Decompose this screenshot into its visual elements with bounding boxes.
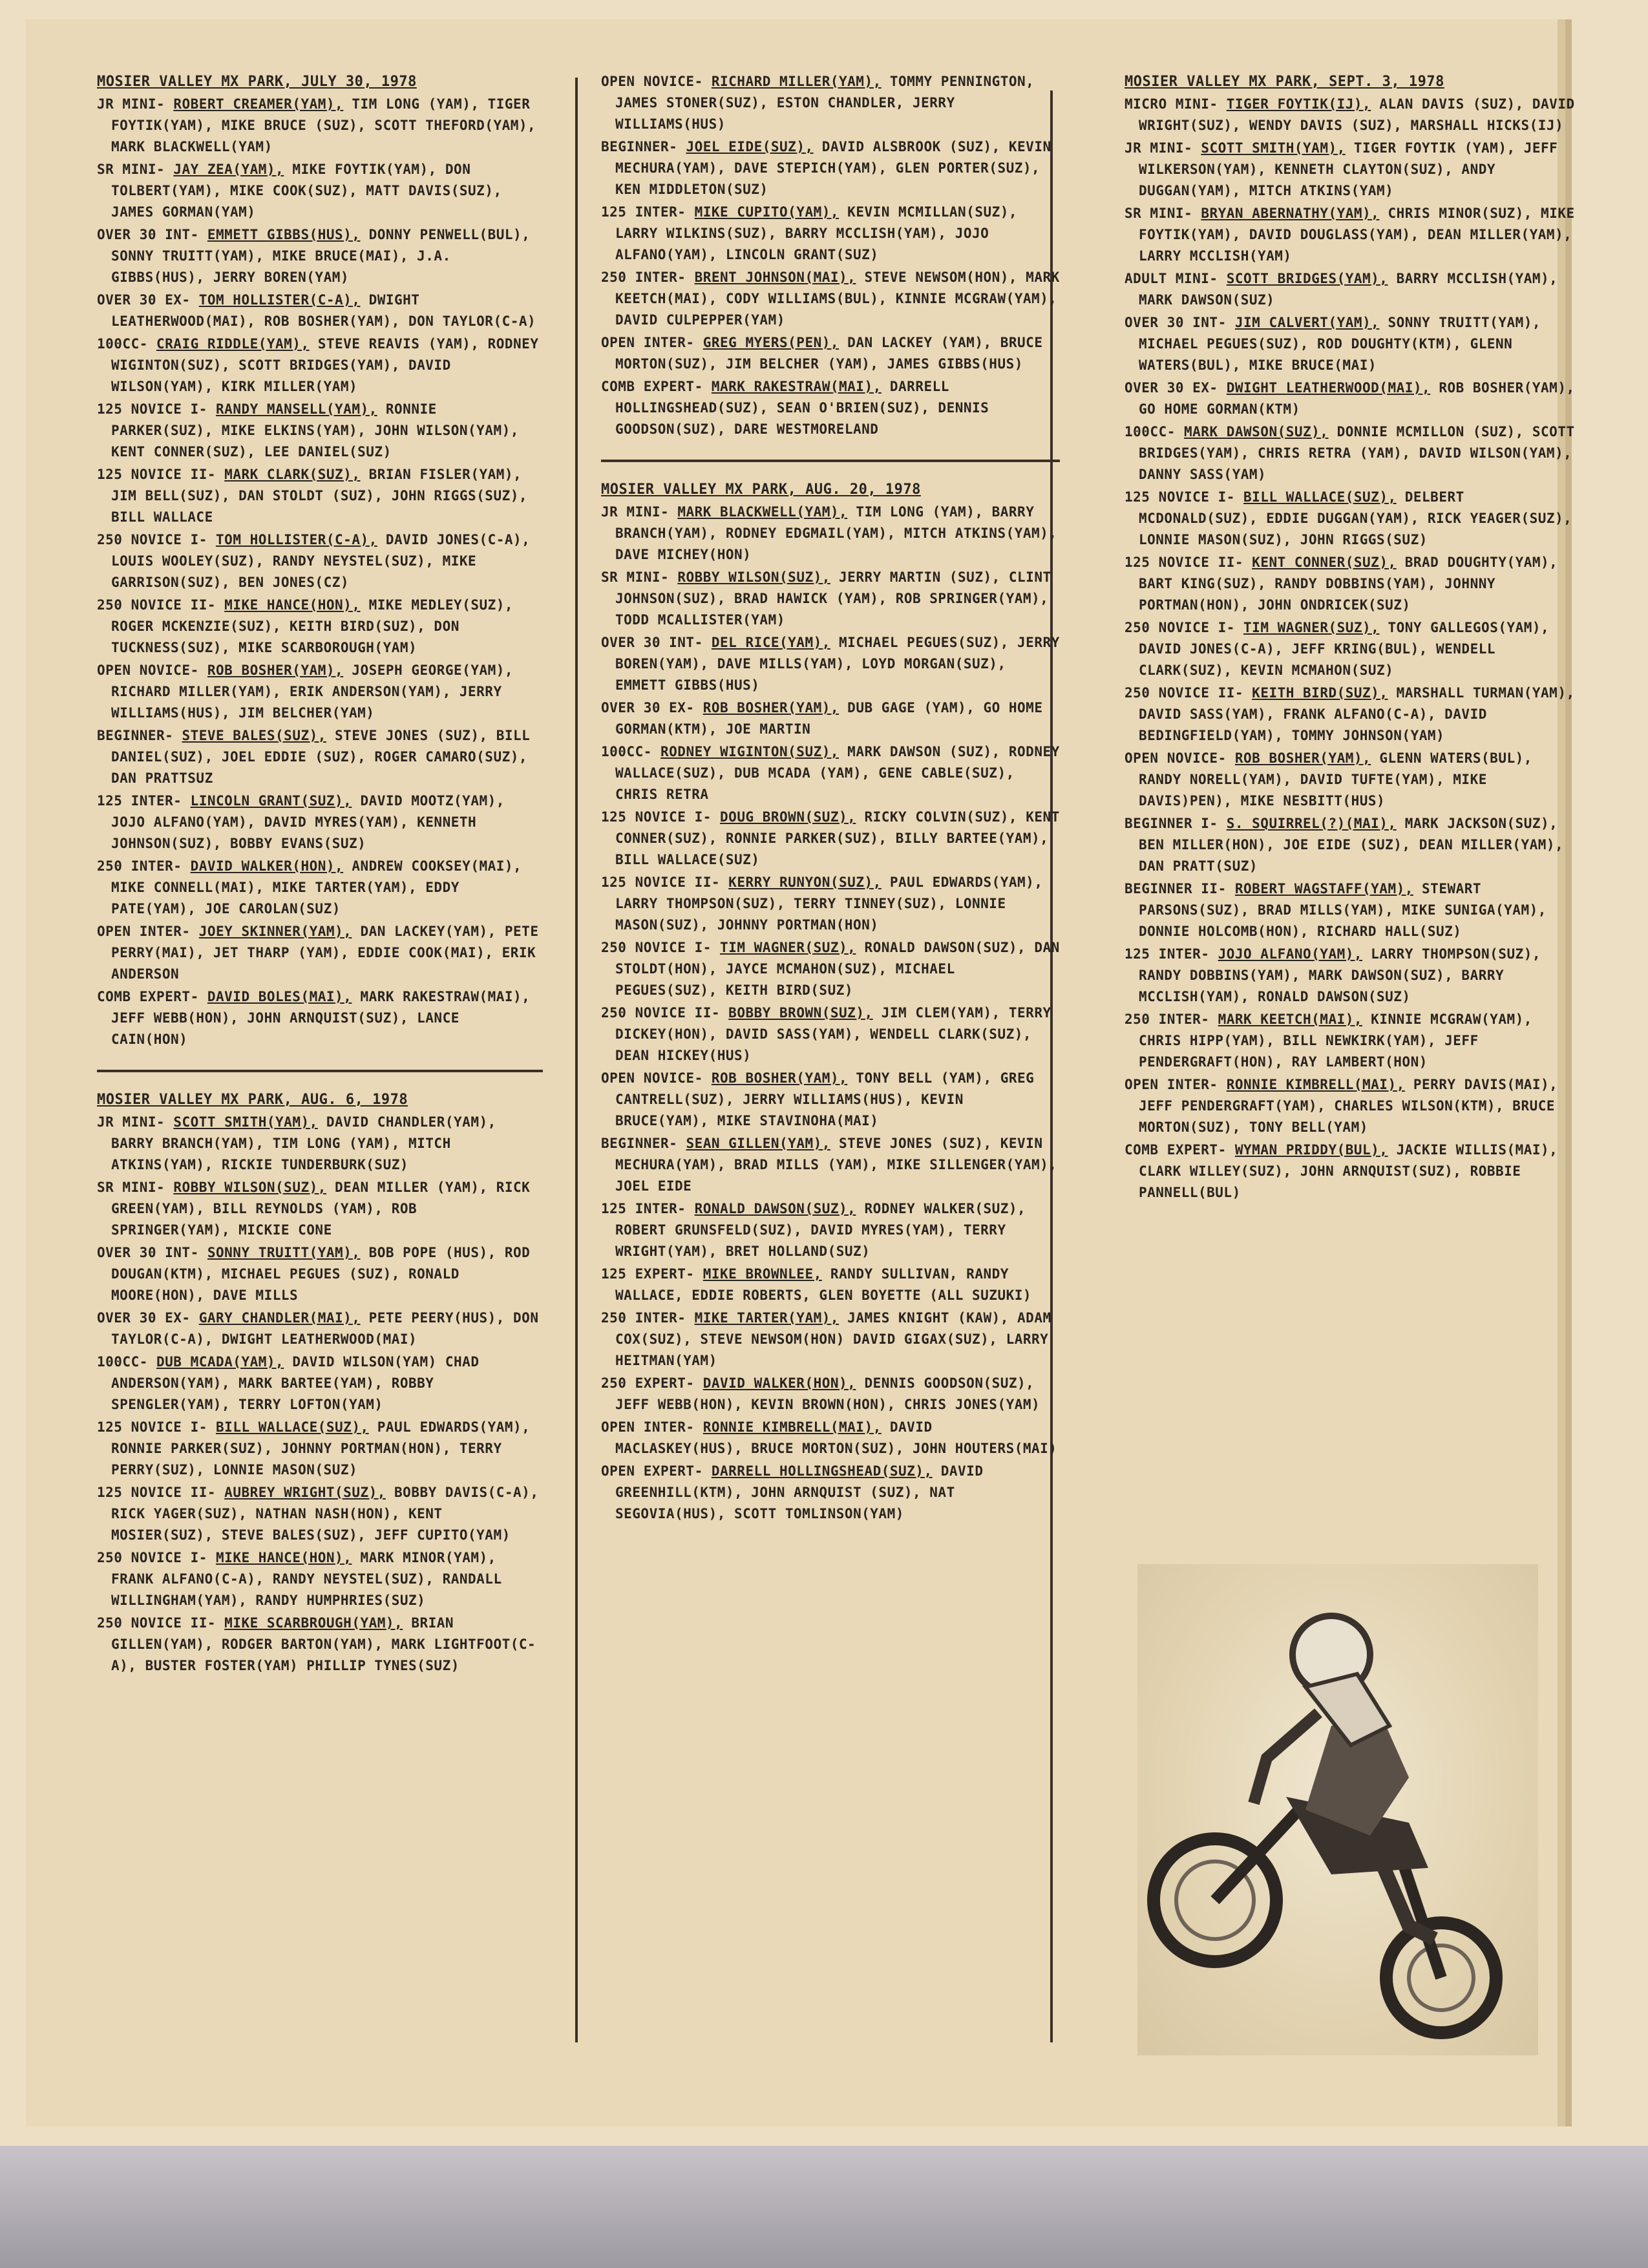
placings: DEAN MILLER (YAM), RICK GREEN(YAM), BILL REYNOLDS (YAM), ROB SPRINGER(YAM), MICKIE CONE	[111, 1180, 531, 1238]
result-entry	[1125, 944, 1577, 1008]
result-entry	[601, 1133, 1060, 1197]
placings: GLENN WATERS(BUL), RANDY NORELL(YAM), DAVID TUFTE(YAM), MIKE DAVIS)PEN), MIKE NESBITT(HUS)	[1139, 750, 1532, 809]
result-entry	[97, 1112, 543, 1176]
column-1	[97, 71, 543, 1678]
result-entry	[1125, 377, 1577, 420]
result-entry	[1125, 813, 1577, 877]
result-entry	[601, 136, 1060, 200]
placings: MICHAEL PEGUES(SUZ), JERRY BOREN(YAM), DAVE MILLS(YAM), LOYD MORGAN(SUZ), EMMETT GIBBS(HUS)	[615, 635, 1060, 693]
class-label: 125 INTER-	[1125, 946, 1210, 962]
result-entry	[1125, 138, 1577, 202]
column-3	[1125, 71, 1577, 1205]
result-entry	[601, 1308, 1060, 1372]
class-label: OVER 30 INT-	[1125, 315, 1227, 330]
winner-name: KERRY RUNYON(SUZ),	[728, 874, 882, 890]
placings: MARSHALL TURMAN(YAM), DAVID SASS(YAM), FRANK ALFANO(C-A), DAVID BEDINGFIELD(YAM), TOMMY JOHNSON(YAM)	[1139, 685, 1575, 743]
result-entry	[601, 567, 1060, 631]
placings: STEVE JONES (SUZ), KEVIN MECHURA(YAM), BRAD MILLS (YAM), MIKE SILLENGER(YAM), JOEL EIDE	[615, 1136, 1057, 1194]
winner-name: WYMAN PRIDDY(BUL),	[1234, 1142, 1388, 1158]
placings: BOBBY DAVIS(C-A), RICK YAGER(SUZ), NATHAN NASH(HON), KENT MOSIER(SUZ), STEVE BALES(SUZ), JEFF CUPITO(YAM)	[111, 1485, 539, 1543]
winner-name: RONNIE KIMBRELL(MAI),	[1226, 1077, 1405, 1092]
placings: ALAN DAVIS (SUZ), DAVID WRIGHT(SUZ), WENDY DAVIS (SUZ), MARSHALL HICKS(IJ)	[1139, 96, 1575, 133]
winner-name: TIM WAGNER(SUZ),	[720, 940, 856, 955]
result-entry	[97, 921, 543, 985]
result-entry	[97, 986, 543, 1050]
class-label: 250 INTER-	[601, 1310, 686, 1326]
placings: BRIAN FISLER(YAM), JIM BELL(SUZ), DAN STOLDT (SUZ), JOHN RIGGS(SUZ), BILL WALLACE	[111, 467, 528, 525]
result-entry	[601, 502, 1060, 566]
winner-name: ROB BOSHER(YAM),	[1234, 750, 1371, 766]
magazine-page	[26, 19, 1575, 2126]
winner-name: DUB MCADA(YAM),	[156, 1354, 284, 1370]
placings: STEVE REAVIS (YAM), RODNEY WIGINTON(SUZ), SCOTT BRIDGES(YAM), DAVID WILSON(YAM), KIRK MILLER(YAM)	[111, 336, 539, 394]
winner-name: KEITH BIRD(SUZ),	[1252, 685, 1388, 701]
class-label: JR MINI-	[1125, 140, 1193, 156]
winner-name: SONNY TRUITT(YAM),	[207, 1245, 361, 1260]
class-label: SR MINI-	[1125, 206, 1193, 221]
class-label: BEGINNER-	[601, 1136, 678, 1151]
placings: MARK JACKSON(SUZ), BEN MILLER(HON), JOE EIDE (SUZ), DEAN MILLER(YAM), DAN PRATT(SUZ)	[1139, 816, 1564, 874]
race-heading: MOSIER VALLEY MX PARK, JULY 30, 1978	[97, 74, 417, 90]
winner-name: DAVID WALKER(HON),	[703, 1375, 856, 1391]
class-label: 100CC-	[97, 1354, 148, 1370]
placings: DARRELL HOLLINGSHEAD(SUZ), SEAN O'BRIEN(SUZ), DENNIS GOODSON(SUZ), DARE WESTMORELAND	[615, 379, 989, 437]
result-entry	[97, 464, 543, 528]
placings: JERRY MARTIN (SUZ), CLINT JOHNSON(SUZ), BRAD HAWICK (YAM), ROB SPRINGER(YAM), TODD MCALLISTER(YAM)	[615, 569, 1051, 628]
class-label: 125 NOVICE I-	[1125, 489, 1235, 505]
result-entry	[97, 224, 543, 288]
winner-name: RICHARD MILLER(YAM),	[711, 74, 882, 89]
winner-name: MIKE HANCE(HON),	[216, 1550, 352, 1565]
class-label: OPEN NOVICE-	[97, 662, 199, 678]
class-label: OPEN INTER-	[601, 335, 695, 350]
placings: RONNIE PARKER(SUZ), MIKE ELKINS(YAM), JOHN WILSON(YAM), KENT CONNER(SUZ), LEE DANIEL(SUZ)	[111, 401, 519, 460]
class-label: OVER 30 EX-	[601, 700, 695, 715]
winner-name: BOBBY BROWN(SUZ),	[728, 1005, 873, 1021]
winner-name: BRYAN ABERNATHY(YAM),	[1201, 206, 1380, 221]
winner-name: SCOTT BRIDGES(YAM),	[1226, 271, 1388, 286]
placings: ANDREW COOKSEY(MAI), MIKE CONNELL(MAI), MIKE TARTER(YAM), EDDY PATE(YAM), JOE CAROLAN(SUZ)	[111, 858, 522, 917]
placings: PERRY DAVIS(MAI), JEFF PENDERGRAFT(YAM), CHARLES WILSON(KTM), BRUCE MORTON(SUZ), TONY BELL(YAM)	[1139, 1077, 1558, 1135]
placings: JAMES KNIGHT (KAW), ADAM COX(SUZ), STEVE NEWSOM(HON) DAVID GIGAX(SUZ), LARRY HEITMAN(YAM)	[615, 1310, 1051, 1368]
result-entry	[601, 1198, 1060, 1262]
class-label: OVER 30 INT-	[97, 1245, 199, 1260]
placings: DUB GAGE (YAM), GO HOME GORMAN(KTM), JOE MARTIN	[615, 700, 1043, 737]
class-label: 250 NOVICE II-	[97, 597, 217, 613]
result-entry	[601, 1264, 1060, 1306]
result-entry	[1125, 878, 1577, 942]
class-label: 250 INTER-	[97, 858, 182, 874]
winner-name: S. SQUIRREL(?)(MAI),	[1226, 816, 1397, 831]
class-label: 125 NOVICE II-	[97, 1485, 217, 1500]
result-entry	[97, 290, 543, 332]
placings: DWIGHT LEATHERWOOD(MAI), ROB BOSHER(YAM), DON TAYLOR(C-A)	[111, 292, 536, 329]
class-label: OVER 30 EX-	[97, 1310, 191, 1326]
winner-name: MARK DAWSON(SUZ),	[1184, 424, 1329, 440]
winner-name: RONNIE KIMBRELL(MAI),	[703, 1419, 882, 1435]
class-label: 250 NOVICE I-	[97, 1550, 207, 1565]
column-2	[601, 71, 1060, 1526]
placings: BARRY MCCLISH(YAM), MARK DAWSON(SUZ)	[1139, 271, 1558, 308]
placings: DONNY PENWELL(BUL), SONNY TRUITT(YAM), MIKE BRUCE(MAI), J.A. GIBBS(HUS), JERRY BOREN(YAM)	[111, 227, 531, 285]
winner-name: ROB BOSHER(YAM),	[711, 1070, 848, 1086]
class-label: OPEN NOVICE-	[601, 1070, 703, 1086]
class-label: COMB EXPERT-	[1125, 1142, 1227, 1158]
section-divider	[97, 1070, 543, 1072]
placings: JOSEPH GEORGE(YAM), RICHARD MILLER(YAM), ERIK ANDERSON(YAM), JERRY WILLIAMS(HUS), JIM BELCHER(YAM)	[111, 662, 514, 721]
result-entry	[1125, 1139, 1577, 1203]
class-label: COMB EXPERT-	[601, 379, 703, 394]
placings: DAVID ALSBROOK (SUZ), KEVIN MECHURA(YAM), DAVE STEPICH(YAM), GLEN PORTER(SUZ), KEN MIDDLETON(SUZ)	[615, 139, 1051, 197]
race-heading: MOSIER VALLEY MX PARK, SEPT. 3, 1978	[1125, 74, 1444, 90]
winner-name: TOM HOLLISTER(C-A),	[198, 292, 361, 308]
class-label: SR MINI-	[601, 569, 670, 585]
result-entry	[97, 1482, 543, 1546]
class-label: 125 INTER-	[601, 1201, 686, 1216]
result-entry	[601, 697, 1060, 740]
class-label: 100CC-	[601, 744, 652, 759]
placings: DAVID WILSON(YAM) CHAD ANDERSON(YAM), MARK BARTEE(YAM), ROBBY SPENGLER(YAM), TERRY LOFTON(YAM)	[111, 1354, 480, 1412]
placings: KEVIN MCMILLAN(SUZ), LARRY WILKINS(SUZ), BARRY MCCLISH(YAM), JOJO ALFANO(YAM), LINCOLN GRANT(SUZ)	[615, 204, 1018, 262]
winner-name: DOUG BROWN(SUZ),	[720, 809, 856, 825]
result-entry	[1125, 683, 1577, 747]
winner-name: JOJO ALFANO(YAM),	[1218, 946, 1363, 962]
winner-name: MARK KEETCH(MAI),	[1218, 1012, 1363, 1027]
winner-name: STEVE BALES(SUZ),	[182, 728, 326, 743]
result-entry	[97, 1242, 543, 1306]
result-entry	[97, 1351, 543, 1415]
result-entry	[97, 334, 543, 397]
class-label: 125 NOVICE I-	[97, 401, 207, 417]
placings: DONNIE MCMILLON (SUZ), SCOTT BRIDGES(YAM), CHRIS RETRA (YAM), DAVID WILSON(YAM), DANNY SASS(YAM)	[1139, 424, 1575, 482]
result-entry	[601, 71, 1060, 135]
winner-name: RODNEY WIGINTON(SUZ),	[660, 744, 840, 759]
class-label: 250 NOVICE II-	[1125, 685, 1244, 701]
result-entry	[1125, 552, 1577, 616]
winner-name: MIKE CUPITO(YAM),	[694, 204, 840, 220]
winner-name: ROB BOSHER(YAM),	[207, 662, 344, 678]
class-label: 250 NOVICE II-	[601, 1005, 721, 1021]
scanner-background	[0, 2146, 1648, 2268]
placings: RONALD DAWSON(SUZ), DAN STOLDT(HON), JAYCE MCMAHON(SUZ), MICHAEL PEGUES(SUZ), KEITH BIRD(SUZ)	[615, 940, 1060, 998]
class-label: OPEN NOVICE-	[1125, 750, 1227, 766]
placings: DELBERT MCDONALD(SUZ), EDDIE DUGGAN(YAM), RICK YEAGER(SUZ), LONNIE MASON(SUZ), JOHN RIGGS(SUZ)	[1139, 489, 1572, 547]
result-entry	[97, 399, 543, 463]
placings: SONNY TRUITT(YAM), MICHAEL PEGUES(SUZ), ROD DOUGHTY(KTM), GLENN WATERS(BUL), MIKE BRUCE(MAI)	[1139, 315, 1541, 373]
winner-name: JOEY SKINNER(YAM),	[198, 924, 352, 939]
class-label: OVER 30 EX-	[1125, 380, 1218, 396]
winner-name: SCOTT SMITH(YAM),	[173, 1114, 318, 1130]
class-label: 125 NOVICE II-	[601, 874, 721, 890]
placings: JIM CLEM(YAM), TERRY DICKEY(HON), DAVID SASS(YAM), WENDELL CLARK(SUZ), DEAN HICKEY(HUS)	[615, 1005, 1051, 1063]
class-label: JR MINI-	[601, 504, 670, 520]
result-entry	[1125, 1009, 1577, 1073]
result-entry	[1125, 617, 1577, 681]
placings: PAUL EDWARDS(YAM), LARRY THOMPSON(SUZ), TERRY TINNEY(SUZ), LONNIE MASON(SUZ), JOHNNY PORTMAN(HON)	[615, 874, 1043, 933]
race-heading: MOSIER VALLEY MX PARK, AUG. 6, 1978	[97, 1092, 408, 1108]
result-entry	[97, 660, 543, 724]
placings: TONY BELL (YAM), GREG CANTRELL(SUZ), JERRY WILLIAMS(HUS), KEVIN BRUCE(YAM), MIKE STAVINOHA(MAI)	[615, 1070, 1035, 1129]
result-entry	[97, 529, 543, 593]
winner-name: SEAN GILLEN(YAM),	[686, 1136, 830, 1151]
winner-name: MARK BLACKWELL(YAM),	[677, 504, 848, 520]
placings: DAVID CHANDLER(YAM), BARRY BRANCH(YAM), TIM LONG (YAM), MITCH ATKINS(YAM), RICKIE TUNDERBURK(SUZ)	[111, 1114, 496, 1172]
winner-name: MIKE SCARBROUGH(YAM),	[224, 1615, 403, 1631]
class-label: 125 INTER-	[97, 793, 182, 809]
class-label: COMB EXPERT-	[97, 989, 199, 1004]
class-label: 250 INTER-	[1125, 1012, 1210, 1027]
placings: ROB BOSHER(YAM), GO HOME GORMAN(KTM)	[1139, 380, 1575, 417]
placings: DAVID MACLASKEY(HUS), BRUCE MORTON(SUZ), JOHN HOUTERS(MAI)	[615, 1419, 1057, 1456]
result-entry	[97, 856, 543, 920]
result-entry	[601, 1373, 1060, 1415]
result-entry	[601, 807, 1060, 871]
winner-name: DAVID WALKER(HON),	[190, 858, 344, 874]
result-entry	[601, 1417, 1060, 1459]
winner-name: RONALD DAWSON(SUZ),	[694, 1201, 856, 1216]
column-divider-1	[575, 78, 578, 2042]
class-label: OVER 30 INT-	[601, 635, 703, 650]
placings: DAN LACKEY(YAM), PETE PERRY(MAI), JET THARP (YAM), EDDIE COOK(MAI), ERIK ANDERSON	[111, 924, 539, 982]
winner-name: TIGER FOYTIK(IJ),	[1226, 96, 1371, 112]
class-label: OPEN INTER-	[601, 1419, 695, 1435]
winner-name: KENT CONNER(SUZ),	[1252, 555, 1397, 570]
result-entry	[601, 741, 1060, 805]
winner-name: GARY CHANDLER(MAI),	[198, 1310, 361, 1326]
winner-name: MARK CLARK(SUZ),	[224, 467, 361, 482]
placings: BRAD DOUGHTY(YAM), BART KING(SUZ), RANDY DOBBINS(YAM), JOHNNY PORTMAN(HON), JOHN ONDRICEK(SUZ)	[1139, 555, 1558, 613]
result-entry	[97, 1417, 543, 1481]
winner-name: GREG MYERS(PEN),	[703, 335, 840, 350]
class-label: JR MINI-	[97, 96, 165, 112]
result-entry	[601, 376, 1060, 440]
class-label: 250 NOVICE I-	[601, 940, 712, 955]
placings: TIM LONG (YAM), BARRY BRANCH(YAM), RODNEY EDGMAIL(YAM), MITCH ATKINS(YAM), DAVE MICHEY(HON)	[615, 504, 1057, 562]
result-entry	[601, 872, 1060, 936]
class-label: OPEN INTER-	[1125, 1077, 1218, 1092]
winner-name: LINCOLN GRANT(SUZ),	[190, 793, 352, 809]
class-label: BEGINNER-	[97, 728, 174, 743]
winner-name: DAVID BOLES(MAI),	[207, 989, 352, 1004]
result-entry	[601, 1068, 1060, 1132]
winner-name: JIM CALVERT(YAM),	[1234, 315, 1380, 330]
placings: CHRIS MINOR(SUZ), MIKE FOYTIK(YAM), DAVID DOUGLASS(YAM), DEAN MILLER(YAM), LARRY MCCLISH(YAM)	[1139, 206, 1575, 264]
result-entry	[1125, 487, 1577, 551]
result-entry	[97, 1547, 543, 1611]
race-heading: MOSIER VALLEY MX PARK, AUG. 20, 1978	[601, 482, 921, 498]
winner-name: MIKE BROWNLEE,	[703, 1266, 822, 1282]
placings: BOB POPE (HUS), ROD DOUGAN(KTM), MICHAEL PEGUES (SUZ), RONALD MOORE(HON), DAVE MILLS	[111, 1245, 531, 1303]
class-label: OPEN EXPERT-	[601, 1463, 703, 1479]
result-entry	[1125, 268, 1577, 311]
class-label: 125 NOVICE II-	[1125, 555, 1244, 570]
placings: PAUL EDWARDS(YAM), RONNIE PARKER(SUZ), JOHNNY PORTMAN(HON), TERRY PERRY(SUZ), LONNIE MASON(SUZ)	[111, 1419, 531, 1478]
placings: TONY GALLEGOS(YAM), DAVID JONES(C-A), JEFF KRING(BUL), WENDELL CLARK(SUZ), KEVIN MCMAHON(SUZ)	[1139, 620, 1550, 678]
winner-name: ROB BOSHER(YAM),	[703, 700, 840, 715]
winner-name: BILL WALLACE(SUZ),	[1243, 489, 1397, 505]
winner-name: TOM HOLLISTER(C-A),	[216, 532, 377, 547]
placings: RODNEY WALKER(SUZ), ROBERT GRUNSFELD(SUZ), DAVID MYRES(YAM), TERRY WRIGHT(YAM), BRET HOLLAND(SUZ)	[615, 1201, 1026, 1259]
placings: STEVE NEWSOM(HON), MARK KEETCH(MAI), CODY WILLIAMS(BUL), KINNIE MCGRAW(YAM), DAVID CULPEPPER(YAM)	[615, 270, 1060, 328]
placings: BRIAN GILLEN(YAM), RODGER BARTON(YAM), MARK LIGHTFOOT(C-A), BUSTER FOSTER(YAM) PHILLIP TYNES(SUZ)	[111, 1615, 536, 1673]
class-label: 125 NOVICE I-	[601, 809, 712, 825]
placings: TIM LONG (YAM), TIGER FOYTIK(YAM), MIKE BRUCE (SUZ), SCOTT THEFORD(YAM), MARK BLACKWELL(YAM)	[111, 96, 536, 154]
result-entry	[97, 94, 543, 158]
placings: RANDY SULLIVAN, RANDY WALLACE, EDDIE ROBERTS, GLEN BOYETTE (ALL SUZUKI)	[615, 1266, 1032, 1303]
winner-name: DWIGHT LEATHERWOOD(MAI),	[1226, 380, 1431, 396]
result-entry	[601, 1002, 1060, 1066]
class-label: 250 EXPERT-	[601, 1375, 695, 1391]
result-entry	[1125, 1074, 1577, 1138]
winner-name: JAY ZEA(YAM),	[173, 162, 284, 177]
class-label: OPEN NOVICE-	[601, 74, 703, 89]
winner-name: MARK RAKESTRAW(MAI),	[711, 379, 882, 394]
winner-name: MIKE HANCE(HON),	[224, 597, 361, 613]
winner-name: JOEL EIDE(SUZ),	[686, 139, 814, 154]
result-entry	[97, 1177, 543, 1241]
placings: RICKY COLVIN(SUZ), KENT CONNER(SUZ), RONNIE PARKER(SUZ), BILLY BARTEE(YAM), BILL WALLACE(SUZ)	[615, 809, 1060, 867]
result-entry	[601, 632, 1060, 696]
result-entry	[97, 159, 543, 223]
placings: MARK RAKESTRAW(MAI), JEFF WEBB(HON), JOHN ARNQUIST(SUZ), LANCE CAIN(HON)	[111, 989, 531, 1047]
winner-name: BRENT JOHNSON(MAI),	[694, 270, 856, 285]
winner-name: ROBERT WAGSTAFF(YAM),	[1234, 881, 1413, 896]
class-label: OPEN INTER-	[97, 924, 191, 939]
class-label: 125 EXPERT-	[601, 1266, 695, 1282]
result-entry	[97, 595, 543, 659]
placings: DENNIS GOODSON(SUZ), JEFF WEBB(HON), KEVIN BROWN(HON), CHRIS JONES(YAM)	[615, 1375, 1041, 1412]
placings: STEVE JONES (SUZ), BILL DANIEL(SUZ), JOEL EDDIE (SUZ), ROGER CAMARO(SUZ), DAN PRATTSUZ	[111, 728, 531, 786]
result-entry	[601, 332, 1060, 375]
winner-name: RANDY MANSELL(YAM),	[216, 401, 377, 417]
class-label: BEGINNER I-	[1125, 816, 1218, 831]
placings: MARK DAWSON (SUZ), RODNEY WALLACE(SUZ), DUB MCADA (YAM), GENE CABLE(SUZ), CHRIS RETRA	[615, 744, 1060, 802]
winner-name: EMMETT GIBBS(HUS),	[207, 227, 361, 242]
class-label: 125 INTER-	[601, 204, 686, 220]
winner-name: DEL RICE(YAM),	[711, 635, 830, 650]
class-label: MICRO MINI-	[1125, 96, 1218, 112]
winner-name: CRAIG RIDDLE(YAM),	[156, 336, 310, 352]
placings: TIGER FOYTIK (YAM), JEFF WILKERSON(YAM), KENNETH CLAYTON(SUZ), ANDY DUGGAN(YAM), MITCH ATKINS(YAM)	[1139, 140, 1558, 198]
winner-name: TIM WAGNER(SUZ),	[1243, 620, 1380, 635]
result-entry	[1125, 748, 1577, 812]
class-label: 125 NOVICE I-	[97, 1419, 207, 1435]
class-label: 125 NOVICE II-	[97, 467, 217, 482]
class-label: 250 NOVICE I-	[1125, 620, 1235, 635]
winner-name: DARRELL HOLLINGSHEAD(SUZ),	[711, 1463, 933, 1479]
placings: PETE PEERY(HUS), DON TAYLOR(C-A), DWIGHT LEATHERWOOD(MAI)	[111, 1310, 539, 1347]
placings: DAVID JONES(C-A), LOUIS WOOLEY(SUZ), RANDY NEYSTEL(SUZ), MIKE GARRISON(SUZ), BEN JONES(CZ)	[111, 532, 531, 590]
placings: STEWART PARSONS(SUZ), BRAD MILLS(YAM), MIKE SUNIGA(YAM), DONNIE HOLCOMB(HON), RICHARD HALL(SUZ)	[1139, 881, 1547, 939]
result-entry	[97, 790, 543, 854]
placings: LARRY THOMPSON(SUZ), RANDY DOBBINS(YAM), MARK DAWSON(SUZ), BARRY MCCLISH(YAM), RONALD DAWSON(SUZ)	[1139, 946, 1541, 1004]
placings: MARK MINOR(YAM), FRANK ALFANO(C-A), RANDY NEYSTEL(SUZ), RANDALL WILLINGHAM(YAM), RANDY HUMPHRIES(SUZ)	[111, 1550, 502, 1608]
winner-name: ROBBY WILSON(SUZ),	[677, 569, 830, 585]
class-label: 250 NOVICE I-	[97, 532, 207, 547]
result-entry	[97, 1308, 543, 1350]
winner-name: BILL WALLACE(SUZ),	[216, 1419, 369, 1435]
result-entry	[601, 937, 1060, 1001]
result-entry	[601, 1461, 1060, 1525]
placings: JACKIE WILLIS(MAI), CLARK WILLEY(SUZ), JOHN ARNQUIST(SUZ), ROBBIE PANNELL(BUL)	[1139, 1142, 1558, 1200]
placings: TOMMY PENNINGTON, JAMES STONER(SUZ), ESTON CHANDLER, JERRY WILLIAMS(HUS)	[615, 74, 1035, 132]
motocross-rider-icon	[1137, 1564, 1538, 2055]
class-label: OVER 30 EX-	[97, 292, 191, 308]
result-entry	[97, 725, 543, 789]
class-label: 100CC-	[97, 336, 148, 352]
class-label: 100CC-	[1125, 424, 1176, 440]
class-label: ADULT MINI-	[1125, 271, 1218, 286]
class-label: SR MINI-	[97, 162, 165, 177]
winner-name: MIKE TARTER(YAM),	[694, 1310, 840, 1326]
placings: MIKE MEDLEY(SUZ), ROGER MCKENZIE(SUZ), KEITH BIRD(SUZ), DON TUCKNESS(SUZ), MIKE SCARBOROUGH(YAM)	[111, 597, 514, 655]
result-entry	[97, 1613, 543, 1677]
section-divider	[601, 460, 1060, 462]
result-entry	[1125, 421, 1577, 485]
placings: MIKE FOYTIK(YAM), DON TOLBERT(YAM), MIKE COOK(SUZ), MATT DAVIS(SUZ), JAMES GORMAN(YAM)	[111, 162, 502, 220]
class-label: 250 INTER-	[601, 270, 686, 285]
result-entry	[601, 267, 1060, 331]
placings: DAVID MOOTZ(YAM), JOJO ALFANO(YAM), DAVID MYRES(YAM), KENNETH JOHNSON(SUZ), BOBBY EVANS(SUZ)	[111, 793, 505, 851]
class-label: OVER 30 INT-	[97, 227, 199, 242]
placings: KINNIE MCGRAW(YAM), CHRIS HIPP(YAM), BILL NEWKIRK(YAM), JEFF PENDERGRAFT(HON), RAY LAMBERT(HON)	[1139, 1012, 1532, 1070]
winner-name: ROBBY WILSON(SUZ),	[173, 1180, 326, 1195]
class-label: BEGINNER II-	[1125, 881, 1227, 896]
placings: DAN LACKEY (YAM), BRUCE MORTON(SUZ), JIM BELCHER (YAM), JAMES GIBBS(HUS)	[615, 335, 1043, 372]
class-label: BEGINNER-	[601, 139, 678, 154]
class-label: 250 NOVICE II-	[97, 1615, 217, 1631]
placings: DAVID GREENHILL(KTM), JOHN ARNQUIST (SUZ), NAT SEGOVIA(HUS), SCOTT TOMLINSON(YAM)	[615, 1463, 984, 1521]
result-entry	[1125, 312, 1577, 376]
result-entry	[1125, 203, 1577, 267]
result-entry	[601, 202, 1060, 266]
result-entry	[1125, 94, 1577, 136]
winner-name: SCOTT SMITH(YAM),	[1201, 140, 1346, 156]
winner-name: ROBERT CREAMER(YAM),	[173, 96, 344, 112]
class-label: SR MINI-	[97, 1180, 165, 1195]
class-label: JR MINI-	[97, 1114, 165, 1130]
winner-name: AUBREY WRIGHT(SUZ),	[224, 1485, 386, 1500]
